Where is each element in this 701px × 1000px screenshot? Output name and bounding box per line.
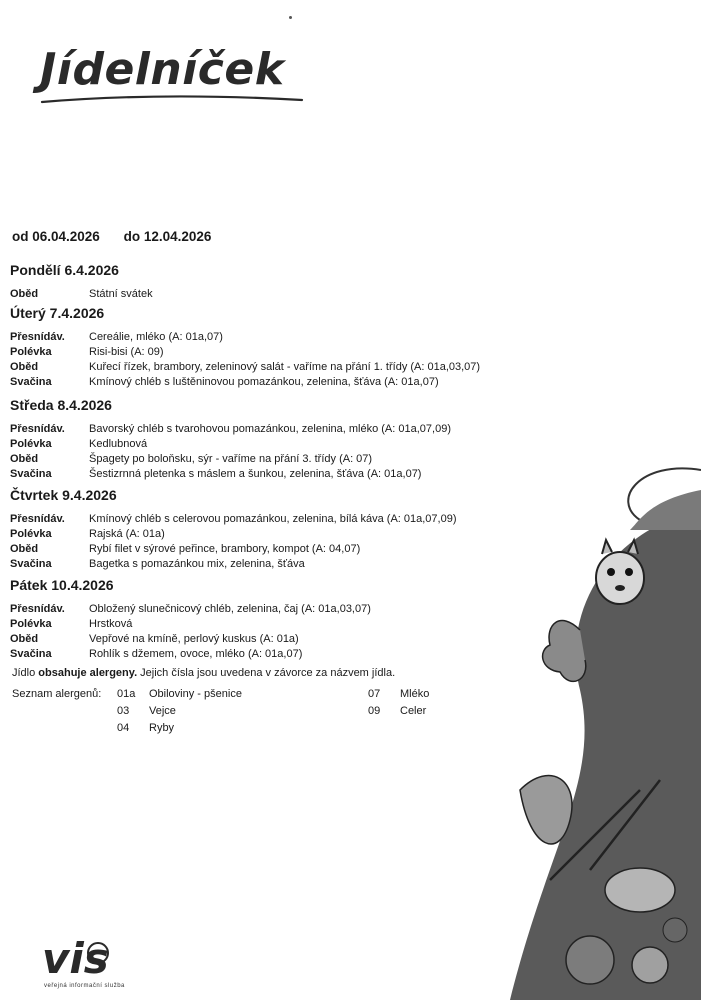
meal-label: Polévka	[10, 528, 52, 540]
day-block	[10, 305, 480, 390]
meal-dish: Kuřecí řízek, brambory, zeleninový salát - vaříme na přání 1. třídy (A: 01a,03,07)	[89, 361, 481, 373]
meal-row	[10, 467, 451, 482]
allergen-list-right	[368, 686, 429, 720]
meal-label: Svačina	[10, 558, 52, 570]
meal-row	[10, 360, 480, 375]
allergen-name: Ryby	[149, 722, 175, 734]
allergen-code: 03	[117, 705, 130, 717]
meal-row	[10, 422, 451, 437]
meal-dish: Hrstková	[89, 618, 133, 630]
meal-dish: Kedlubnová	[89, 438, 148, 450]
allergen-item	[117, 703, 242, 720]
vis-logo	[40, 935, 150, 983]
meal-row	[10, 527, 457, 542]
scan-speck	[289, 16, 292, 19]
meal-row	[10, 287, 153, 302]
allergen-name: Mléko	[400, 688, 430, 700]
meal-label: Přesnídáv.	[10, 331, 65, 343]
page-title: Jídelníček	[40, 44, 285, 95]
meal-dish: Bagetka s pomazánkou mix, zelenina, šťáva	[89, 558, 305, 570]
meal-row	[10, 330, 480, 345]
meal-row	[10, 602, 371, 617]
meal-row	[10, 647, 371, 662]
allergen-list-left	[117, 686, 242, 737]
meal-dish: Kmínový chléb s luštěninovou pomazánkou, zelenina, šťáva (A: 01a,07)	[89, 376, 439, 388]
allergen-list-label: Seznam alergenů:	[12, 688, 102, 700]
meal-label: Svačina	[10, 376, 52, 388]
meal-dish: Státní svátek	[89, 288, 153, 300]
meal-label: Oběd	[10, 288, 39, 300]
day-heading: Čtvrtek 9.4.2026	[10, 487, 117, 503]
title-swoosh	[40, 92, 310, 108]
date-to: do 12.04.2026	[123, 229, 212, 244]
meal-dish: Rohlík s džemem, ovoce, mléko (A: 01a,07)	[89, 648, 303, 660]
meal-label: Polévka	[10, 346, 52, 358]
meal-label: Přesnídáv.	[10, 603, 65, 615]
meal-dish: Špagety po boloňsku, sýr - vaříme na přání 3. třídy (A: 07)	[89, 453, 373, 465]
meal-label: Svačina	[10, 468, 52, 480]
day-heading: Pátek 10.4.2026	[10, 577, 114, 593]
day-heading: Pondělí 6.4.2026	[10, 262, 119, 278]
meal-label: Svačina	[10, 648, 52, 660]
meal-dish: Obložený slunečnicový chléb, zelenina, čaj (A: 01a,03,07)	[89, 603, 371, 615]
meal-label: Oběd	[10, 361, 39, 373]
meal-dish: Kmínový chléb s celerovou pomazánkou, zelenina, bílá káva (A: 01a,07,09)	[89, 513, 457, 525]
allergen-code: 09	[368, 705, 381, 717]
day-heading: Středa 8.4.2026	[10, 397, 112, 413]
allergen-name: Obiloviny - pšenice	[149, 688, 242, 700]
meal-row	[10, 345, 480, 360]
allergen-name: Vejce	[149, 705, 176, 717]
logo-subtitle: veřejná informační služba	[44, 983, 125, 989]
allergen-code: 04	[117, 722, 130, 734]
allergen-code: 07	[368, 688, 381, 700]
meal-label: Oběd	[10, 543, 39, 555]
allergen-note: Jídlo obsahuje alergeny. Jejich čísla jsou uvedena v závorce za názvem jídla.	[12, 667, 396, 679]
day-block	[10, 262, 153, 302]
meal-label: Přesnídáv.	[10, 423, 65, 435]
meal-dish: Vepřové na kmíně, perlový kuskus (A: 01a)	[89, 633, 299, 645]
meal-label: Oběd	[10, 633, 39, 645]
allergen-item	[117, 686, 242, 703]
meal-label: Přesnídáv.	[10, 513, 65, 525]
meal-dish: Bavorský chléb s tvarohovou pomazánkou, zelenina, mléko (A: 01a,07,09)	[89, 423, 451, 435]
date-from: od 06.04.2026	[12, 229, 100, 244]
meal-row	[10, 617, 371, 632]
day-block	[10, 397, 451, 482]
meal-label: Oběd	[10, 453, 39, 465]
day-block	[10, 487, 457, 572]
squirrel-illustration	[490, 460, 701, 1000]
meal-dish: Risi-bisi (A: 09)	[89, 346, 164, 358]
allergen-item	[368, 686, 429, 703]
date-range	[12, 229, 231, 244]
allergen-item	[368, 703, 429, 720]
meal-row	[10, 437, 451, 452]
meal-row	[10, 557, 457, 572]
day-block	[10, 577, 371, 662]
meal-dish: Rajská (A: 01a)	[89, 528, 165, 540]
meal-dish: Šestizrnná pletenka s máslem a šunkou, zelenina, šťáva (A: 01a,07)	[89, 468, 422, 480]
meal-row	[10, 632, 371, 647]
allergen-item	[117, 720, 242, 737]
meal-dish: Rybí filet v sýrové peřince, brambory, kompot (A: 04,07)	[89, 543, 361, 555]
allergen-code: 01a	[117, 688, 136, 700]
meal-row	[10, 375, 480, 390]
meal-label: Polévka	[10, 618, 52, 630]
meal-row	[10, 512, 457, 527]
allergen-name: Celer	[400, 705, 427, 717]
logo-text: vis	[42, 935, 109, 983]
meal-row	[10, 452, 451, 467]
meal-dish: Cereálie, mléko (A: 01a,07)	[89, 331, 223, 343]
meal-label: Polévka	[10, 438, 52, 450]
day-heading: Úterý 7.4.2026	[10, 305, 105, 321]
meal-row	[10, 542, 457, 557]
